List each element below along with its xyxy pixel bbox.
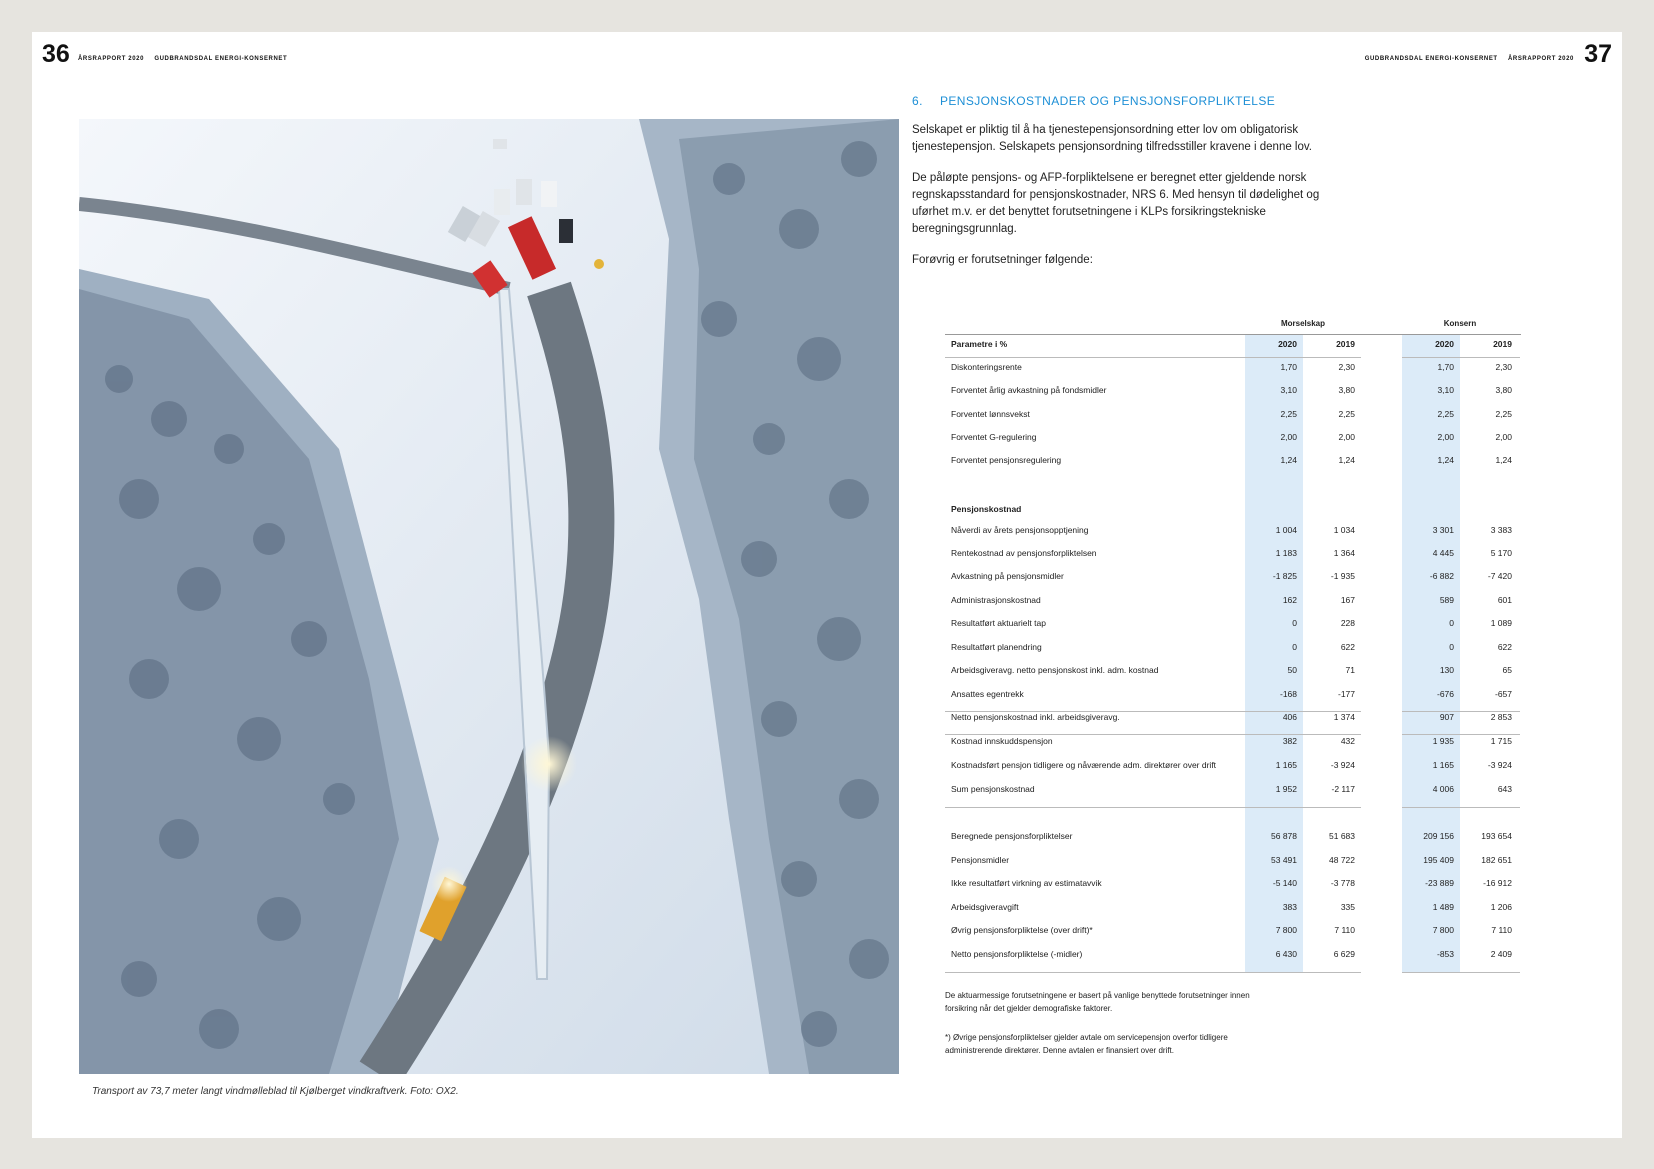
running-title-company: GUDBRANDSDAL ENERGI-KONSERNET	[1364, 56, 1498, 62]
table-cell-value: 2 853	[1490, 712, 1512, 722]
table-row-label: Pensjonskostnad	[951, 504, 1022, 514]
table-cell-value: 382	[1282, 736, 1297, 746]
running-title-company: GUDBRANDSDAL ENERGI-KONSERNET	[154, 56, 288, 62]
group-header-morselskap: Morselskap	[1280, 319, 1326, 328]
table-cell-value: 1 374	[1333, 712, 1355, 722]
table-cell-value: 622	[1340, 642, 1355, 652]
table-rule	[1402, 807, 1520, 808]
footnote-service-pension: *) Øvrige pensjonsforpliktelser gjelder avtale om servicepensjon overfor tidligere administrerende direktører. Denne avtalen er finansiert over drift.	[945, 1033, 1228, 1055]
table-cell-value: 1 165	[1432, 760, 1454, 770]
left-page-number: 36	[42, 40, 70, 68]
table-cell-value: 1,70	[1437, 362, 1454, 372]
right-running-header	[1365, 56, 1574, 62]
table-cell-value: -168	[1279, 689, 1297, 699]
photo-caption: Transport av 73,7 meter langt vindmølleblad til Kjølberget vindkraftverk. Foto: OX2.	[92, 1086, 459, 1097]
table-cell-value: -853	[1436, 949, 1454, 959]
table-cell-value: -5 140	[1272, 878, 1297, 888]
left-running-header	[78, 56, 295, 62]
table-rule	[945, 972, 1361, 973]
table-cell-value: 432	[1340, 736, 1355, 746]
table-cell-value: 1 089	[1490, 618, 1512, 628]
table-row-label: Rentekostnad av pensjonsforpliktelsen	[951, 548, 1097, 558]
table-cell-value: 383	[1282, 902, 1297, 912]
table-cell-value: 406	[1282, 712, 1297, 722]
table-cell-value: -1 825	[1272, 571, 1297, 581]
table-cell-value: 3,80	[1338, 385, 1355, 395]
paragraph-3: Forøvrig er forutsetninger følgende:	[912, 254, 1093, 266]
table-cell-value: 4 006	[1432, 784, 1454, 794]
header-top-rule	[945, 334, 1521, 335]
table-cell-value: 1,70	[1280, 362, 1297, 372]
table-cell-value: 1 165	[1275, 760, 1297, 770]
table-cell-value: 643	[1497, 784, 1512, 794]
table-cell-value: 6 430	[1275, 949, 1297, 959]
table-cell-value: 2,25	[1338, 409, 1355, 419]
table-cell-value: -3 924	[1487, 760, 1512, 770]
table-rule	[945, 711, 1361, 712]
group-header-konsern: Konsern	[1443, 319, 1477, 328]
table-cell-value: 907	[1439, 712, 1454, 722]
table-cell-value: 1,24	[1338, 455, 1355, 465]
table-row-label: Ansattes egentrekk	[951, 689, 1024, 699]
table-header-year: 2020	[1435, 339, 1454, 349]
table-cell-value: 2,00	[1495, 432, 1512, 442]
table-cell-value: -16 912	[1483, 878, 1512, 888]
table-row-label: Resultatført aktuarielt tap	[951, 618, 1046, 628]
table-cell-value: 589	[1439, 595, 1454, 605]
table-rule	[1402, 711, 1520, 712]
table-cell-value: 2,25	[1437, 409, 1454, 419]
table-cell-value: -7 420	[1487, 571, 1512, 581]
table-row-label: Resultatført planendring	[951, 642, 1042, 652]
table-cell-value: 5 170	[1490, 548, 1512, 558]
table-cell-value: 48 722	[1329, 855, 1355, 865]
table-cell-value: -657	[1494, 689, 1512, 699]
table-cell-value: -1 935	[1330, 571, 1355, 581]
table-cell-value: 1 034	[1333, 525, 1355, 535]
table-cell-value: 1 952	[1275, 784, 1297, 794]
table-cell-value: 7 110	[1491, 925, 1512, 935]
running-title-report: ÅRSRAPPORT 2020	[78, 56, 145, 62]
table-row-label: Sum pensjonskostnad	[951, 784, 1035, 794]
table-row-label: Øvrig pensjonsforpliktelse (over drift)*	[951, 925, 1093, 935]
section-heading: PENSJONSKOSTNADER OG PENSJONSFORPLIKTELSE	[940, 94, 1276, 108]
aerial-photo	[79, 119, 899, 1074]
table-rule	[1402, 734, 1520, 735]
footnote-actuarial: De aktuarmessige forutsetningene er basert på vanlige benyttede forutsetninger innen forsikring når det gjelder demografiske faktorer.	[945, 991, 1250, 1013]
table-rule	[945, 357, 1361, 358]
table-cell-value: 0	[1292, 618, 1297, 628]
table-cell-value: 3,80	[1495, 385, 1512, 395]
table-row-label: Forventet G-regulering	[951, 432, 1037, 442]
table-row-label: Avkastning på pensjonsmidler	[951, 571, 1064, 581]
table-cell-value: 3,10	[1280, 385, 1297, 395]
table-cell-value: -177	[1337, 689, 1355, 699]
table-cell-value: 195 409	[1423, 855, 1454, 865]
table-rule	[945, 807, 1361, 808]
table-row-label: Forventet årlig avkastning på fondsmidler	[951, 385, 1107, 395]
table-cell-value: 0	[1292, 642, 1297, 652]
table-cell-value: 1 489	[1432, 902, 1454, 912]
table-row-label: Arbeidsgiveravg. netto pensjonskost inkl. adm. kostnad	[951, 665, 1159, 675]
table-header-year: 2019	[1336, 339, 1355, 349]
table-row-label: Beregnede pensjonsforpliktelser	[951, 831, 1073, 841]
table-cell-value: 130	[1439, 665, 1454, 675]
table-cell-value: 7 110	[1334, 925, 1355, 935]
right-page-number: 37	[1584, 40, 1612, 68]
table-cell-value: 56 878	[1271, 831, 1297, 841]
table-cell-value: 162	[1282, 595, 1297, 605]
table-cell-value: 2,25	[1280, 409, 1297, 419]
table-row-label: Netto pensjonsforpliktelse (-midler)	[951, 949, 1083, 959]
table-cell-value: 622	[1497, 642, 1512, 652]
table-row-label: Diskonteringsrente	[951, 362, 1022, 372]
table-cell-value: 335	[1340, 902, 1355, 912]
table-cell-value: -3 778	[1330, 878, 1355, 888]
table-row-label: Netto pensjonskostnad inkl. arbeidsgiveravg.	[951, 712, 1120, 722]
table-cell-value: 3,10	[1437, 385, 1454, 395]
table-cell-value: 2,30	[1338, 362, 1355, 372]
paragraph-2: De påløpte pensjons- og AFP-forpliktelsene er beregnet etter gjeldende norsk regnskapsstandard for pensjonskostnader, NRS 6. Med hensyn til dødelighet og uførhet m.v. er det benyttet forutsetningene i KLPs forsikringstekniske beregningsgrunnlag.	[912, 172, 1320, 235]
table-cell-value: 65	[1502, 665, 1512, 675]
table-rule	[1402, 972, 1520, 973]
table-cell-value: 193 654	[1481, 831, 1512, 841]
table-cell-value: 209 156	[1423, 831, 1454, 841]
table-cell-value: 1 935	[1432, 736, 1454, 746]
table-row-label: Ikke resultatført virkning av estimatavvik	[951, 878, 1102, 888]
table-cell-value: 6 629	[1333, 949, 1355, 959]
section-number: 6.	[912, 94, 923, 108]
table-cell-value: -23 889	[1425, 878, 1454, 888]
table-row-label: Forventet pensjonsregulering	[951, 455, 1062, 465]
section-6	[912, 94, 1532, 269]
table-row-label: Kostnadsført pensjon tidligere og nåværende adm. direktører over drift	[951, 760, 1217, 770]
table-cell-value: 2,30	[1495, 362, 1512, 372]
table-cell-value: 7 800	[1432, 925, 1454, 935]
table-cell-value: 2,00	[1280, 432, 1297, 442]
table-cell-value: 601	[1497, 595, 1512, 605]
table-header-label: Parametre i %	[951, 339, 1008, 349]
table-cell-value: -3 924	[1330, 760, 1355, 770]
table-cell-value: 1 206	[1490, 902, 1512, 912]
table-cell-value: 4 445	[1432, 548, 1454, 558]
table-cell-value: 182 651	[1481, 855, 1512, 865]
running-title-report: ÅRSRAPPORT 2020	[1507, 56, 1574, 62]
table-cell-value: 71	[1345, 665, 1355, 675]
table-cell-value: 2,00	[1437, 432, 1454, 442]
table-cell-value: 0	[1449, 618, 1454, 628]
table-row-label: Kostnad innskuddspensjon	[951, 736, 1053, 746]
table-rule	[1402, 357, 1520, 358]
table-cell-value: 50	[1287, 665, 1297, 675]
table-cell-value: 2,25	[1495, 409, 1512, 419]
paragraph-1: Selskapet er pliktig til å ha tjenestepensjonsordning etter lov om obligatorisk tjenestepensjon. Selskapets pensjonsordning tilfredsstiller kravene i denne lov.	[912, 124, 1312, 153]
table-rule	[945, 734, 1361, 735]
table-row-label: Nåverdi av årets pensjonsopptjening	[951, 525, 1089, 535]
table-cell-value: 1,24	[1280, 455, 1297, 465]
table-cell-value: 1 715	[1490, 736, 1512, 746]
table-cell-value: 1 183	[1275, 548, 1297, 558]
table-cell-value: 2,00	[1338, 432, 1355, 442]
table-cell-value: 53 491	[1271, 855, 1297, 865]
table-cell-value: 228	[1340, 618, 1355, 628]
table-row-label: Administrasjonskostnad	[951, 595, 1041, 605]
table-row-label: Forventet lønnsvekst	[951, 409, 1030, 419]
table-cell-value: 2 409	[1490, 949, 1512, 959]
table-cell-value: 7 800	[1275, 925, 1297, 935]
table-cell-value: -6 882	[1429, 571, 1454, 581]
table-header-year: 2020	[1278, 339, 1297, 349]
table-row-label: Arbeidsgiveravgift	[951, 902, 1019, 912]
section-title	[912, 94, 1532, 108]
table-row-label: Pensjonsmidler	[951, 855, 1010, 865]
table-cell-value: 3 383	[1490, 525, 1512, 535]
table-cell-value: 1,24	[1495, 455, 1512, 465]
table-cell-value: 1 364	[1333, 548, 1355, 558]
table-cell-value: 0	[1449, 642, 1454, 652]
table-cell-value: -676	[1436, 689, 1454, 699]
table-header-year: 2019	[1493, 339, 1512, 349]
table-cell-value: -2 117	[1331, 784, 1355, 794]
table-cell-value: 167	[1340, 595, 1355, 605]
table-cell-value: 1,24	[1437, 455, 1454, 465]
table-cell-value: 3 301	[1432, 525, 1454, 535]
table-cell-value: 1 004	[1275, 525, 1297, 535]
table-cell-value: 51 683	[1329, 831, 1355, 841]
